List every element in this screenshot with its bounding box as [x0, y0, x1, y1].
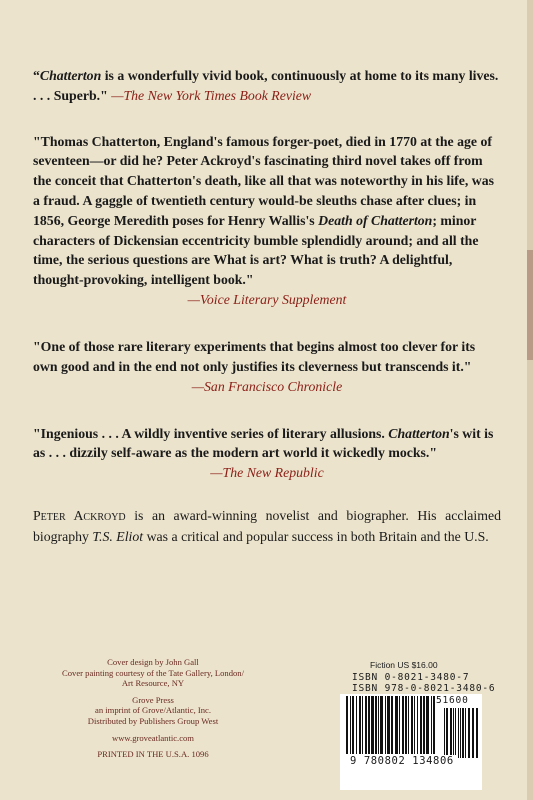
barcode-bar: [391, 696, 393, 754]
barcode-bar: [368, 696, 370, 754]
quote-1-source: —The New York Times Book Review: [111, 87, 312, 103]
barcode-addon: 51600: [436, 695, 469, 706]
barcode-bar: [365, 696, 367, 754]
edge-mark: [527, 250, 533, 360]
barcode-number: 9 780802 134806: [350, 755, 454, 767]
price-label: Fiction US $16.00: [370, 660, 438, 670]
barcode-bar: [417, 696, 418, 754]
barcode: [340, 694, 482, 790]
isbn-10: ISBN 0-8021-3480-7: [352, 672, 470, 683]
barcode-bar: [350, 696, 351, 754]
barcode-bar: [426, 696, 429, 754]
barcode-addon-bar: [476, 708, 478, 758]
barcode-addon-bar: [446, 708, 448, 758]
barcode-bar: [375, 696, 377, 754]
back-cover-text: [33, 66, 501, 547]
quote-4-source: —The New Republic: [210, 465, 324, 481]
barcode-bar: [433, 696, 435, 754]
quote-4: "Ingenious . . . A wildly inventive series of literary allusions. Chatterton's wit is as . . . dizzily self-aware as the modern art world it wickedly mocks.": [33, 425, 494, 461]
barcode-bar: [359, 696, 361, 754]
quote-3-source: —San Francisco Chronicle: [191, 378, 343, 394]
barcode-bar: [362, 696, 363, 754]
barcode-bar: [431, 696, 432, 754]
author-bio: Peter Ackroyd is an award-winning novelist and biographer. His acclaimed biography T.S. Eliot was a critical and popular success in both Britain and the U.S.: [33, 508, 501, 544]
barcode-addon-bar: [455, 708, 456, 758]
barcode-bar: [380, 696, 383, 754]
isbn-13: ISBN 978-0-8021-3480-6: [352, 683, 496, 694]
quote-2-source: —Voice Literary Supplement: [187, 291, 347, 307]
barcode-bar: [385, 696, 386, 754]
barcode-bar: [371, 696, 374, 754]
barcode-bar: [405, 696, 407, 754]
barcode-addon-bar: [465, 708, 466, 758]
barcode-bar: [346, 696, 348, 754]
barcode-addon-bar: [458, 708, 459, 758]
barcode-bar: [414, 696, 415, 754]
barcode-bar: [352, 696, 354, 754]
quote-1: “Chatterton is a wonderfully vivid book, continuously at home to its many lives. . . . Superb." —The New York Times Book Review: [33, 68, 499, 103]
barcode-bar: [395, 696, 398, 754]
barcode-addon-bar: [462, 708, 464, 758]
barcode-addon-bar: [453, 708, 454, 758]
barcode-bar: [356, 696, 357, 754]
barcode-addon-bar: [444, 708, 445, 758]
barcode-bar: [399, 696, 400, 754]
barcode-bar: [420, 696, 422, 754]
cover-credits: Cover design by John Gall Cover painting courtesy of the Tate Gallery, London/ Art Resource, NY Grove Press an imprint of Grove/Atlantic, Inc. Distributed by Publishers Group West www.groveatlantic.com PRINTED IN THE U.S.A. 1096: [48, 657, 258, 760]
barcode-addon-bar: [450, 708, 452, 758]
website: www.groveatlantic.com: [111, 732, 194, 743]
barcode-bar: [411, 696, 413, 754]
barcode-bar: [423, 696, 425, 754]
barcode-addon-bar: [460, 708, 461, 758]
barcode-bar: [402, 696, 404, 754]
barcode-bars: [340, 694, 482, 790]
barcode-bar: [378, 696, 379, 754]
barcode-addon-bar: [472, 708, 474, 758]
barcode-bar: [408, 696, 409, 754]
right-edge-stripe: [527, 0, 533, 800]
quote-2: "Thomas Chatterton, England's famous forger-poet, died in 1770 at the age of seventeen—or did he? Peter Ackroyd's fascinating third novel takes off from the conceit that Chatterton's death, like all that was noteworthy in his life, was a fraud. A gaggle of twentieth century would-be sleuths chase after clues; in 1856, George Meredith poses for Henry Wallis's Death of Chatterton; minor characters of Dickensian eccentricity bumble splendidly around; and all the time, the serious questions are What is art? What is truth? A delightful, thought-provoking, intelligent book.": [33, 133, 495, 288]
barcode-bar: [387, 696, 390, 754]
quote-3: "One of those rare literary experiments that begins almost too clever for its own good and in the end not only justifies its cleverness but transcends it.": [33, 338, 476, 374]
barcode-addon-bar: [468, 708, 470, 758]
